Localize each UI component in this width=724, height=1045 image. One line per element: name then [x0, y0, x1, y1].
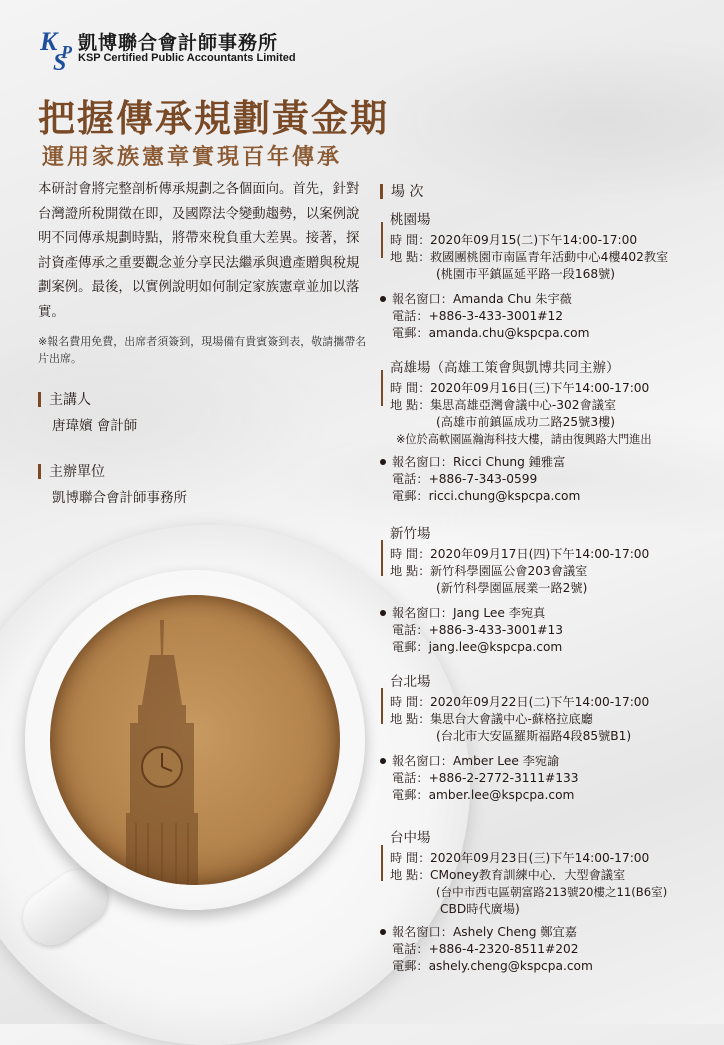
session-email[interactable]: amber.lee@kspcpa.com	[428, 788, 575, 802]
session-email[interactable]: ashely.cheng@kspcpa.com	[428, 959, 593, 973]
session-address: (台中市西屯區朝富路213號20樓之11(B6室)	[436, 885, 668, 899]
session-taoyuan: 桃園場 時 間： 2020年09月15(二)下午14:00-17:00 地 點： 救國團桃園市南區青年活動中心4樓402教室 (桃園市平鎮區延平路一段168號) 報名窗口：Amanda Chu 朱宇薇 電話：+886-3-433-3001#12 電郵：amanda.chu@kspcpa.com	[376, 208, 706, 342]
session-time: 2020年09月23日(三)下午14:00-17:00	[430, 851, 650, 865]
organizer-heading-label: 主辦單位	[49, 464, 105, 480]
session-name: 新竹場	[390, 526, 431, 542]
session-address: (高雄市前鎮區成功二路25號3樓)	[436, 415, 616, 429]
session-contact: Amber Lee 李宛諭	[452, 754, 560, 768]
section-bar-icon	[38, 392, 41, 407]
session-phone[interactable]: +886-4-2320-8511#202	[428, 942, 579, 956]
session-phone[interactable]: +886-3-433-3001#13	[428, 623, 563, 637]
page-subtitle: 運用家族憲章實現百年傳承	[42, 145, 343, 170]
session-address: (台北市大安區羅斯福路4段85號B1)	[436, 729, 632, 743]
session-phone[interactable]: +886-2-2772-3111#133	[428, 771, 579, 785]
section-bar-icon	[380, 184, 383, 199]
session-name: 台中場	[390, 830, 431, 846]
speaker-heading-label: 主講人	[49, 392, 91, 408]
session-hsinchu: 新竹場 時 間： 2020年09月17日(四)下午14:00-17:00 地 點： 新竹科學園區公會203會議室 (新竹科學園區展業一路2號) 報名窗口：Jang Lee 李宛真 電話：+886-3-433-3001#13 電郵：jang.lee@kspcpa.com	[376, 522, 706, 656]
session-email[interactable]: amanda.chu@kspcpa.com	[428, 326, 590, 340]
speaker-name: 唐瑋嬪 會計師	[52, 418, 138, 434]
big-ben-tower-illustration	[50, 595, 340, 885]
bullet-icon	[380, 758, 386, 764]
ksp-logo-icon	[40, 26, 74, 72]
session-time: 2020年09月17日(四)下午14:00-17:00	[430, 547, 650, 561]
coffee-surface-image	[50, 595, 340, 885]
session-name: 台北場	[390, 674, 431, 690]
intro-paragraph: 本研討會將完整剖析傳承規劃之各個面向。首先，針對台灣證所稅開徵在即，及國際法令變動趨勢，以案例說明不同傳承規劃時點，將帶來稅負重大差異。接著，探討資產傳承之重要觀念並分享民法繼承與遺產贈與稅規劃案例。最後，以實例說明如何制定家族憲章並加以落實。	[38, 182, 360, 320]
session-place: CMoney教育訓練中心．大型會議室	[430, 868, 626, 882]
sessions-heading	[380, 181, 423, 201]
session-contact: Amanda Chu 朱宇薇	[452, 292, 572, 306]
bullet-icon	[380, 296, 386, 302]
sessions-heading-label: 場 次	[391, 184, 424, 200]
session-time: 2020年09月15(二)下午14:00-17:00	[430, 233, 638, 247]
session-place: 新竹科學園區公會203會議室	[430, 564, 588, 578]
session-email[interactable]: ricci.chung@kspcpa.com	[428, 489, 581, 503]
session-place: 集思台大會議中心-蘇格拉底廳	[430, 712, 593, 726]
session-contact: Jang Lee 李宛真	[452, 606, 546, 620]
session-address: (新竹科學園區展業一路2號)	[436, 581, 588, 595]
session-time: 2020年09月22日(二)下午14:00-17:00	[430, 695, 650, 709]
session-phone[interactable]: +886-7-343-0599	[428, 472, 538, 486]
session-name: 高雄場（高雄工策會與凱博共同主辦）	[390, 360, 620, 376]
registration-note: ※報名費用免費，出席者須簽到，現場備有貴賓簽到表，敬請攜帶名片出席。	[38, 335, 367, 365]
session-phone[interactable]: +886-3-433-3001#12	[428, 309, 563, 323]
organizer-heading	[38, 461, 105, 481]
svg-text:K: K	[40, 27, 58, 56]
bullet-icon	[380, 610, 386, 616]
session-time: 2020年09月16日(三)下午14:00-17:00	[430, 381, 650, 395]
session-taipei: 台北場 時 間： 2020年09月22日(二)下午14:00-17:00 地 點： 集思台大會議中心-蘇格拉底廳 (台北市大安區羅斯福路4段85號B1) 報名窗口：Amber Lee 李宛諭 電話：+886-2-2772-3111#133 電郵：amber.lee@kspcpa.com	[376, 670, 706, 804]
session-place: 救國團桃園市南區青年活動中心4樓402教室	[430, 250, 669, 264]
svg-text:P: P	[61, 42, 72, 62]
session-email[interactable]: jang.lee@kspcpa.com	[428, 640, 563, 654]
logo-english-name: KSP Certified Public Accountants Limited	[78, 52, 296, 64]
page-title: 把握傳承規劃黃金期	[38, 97, 389, 140]
section-bar-icon	[38, 464, 41, 479]
bullet-icon	[380, 929, 386, 935]
svg-text:S: S	[53, 50, 67, 72]
session-taichung: 台中場 時 間： 2020年09月23日(三)下午14:00-17:00 地 點： CMoney教育訓練中心．大型會議室 (台中市西屯區朝富路213號20樓之11(B6室) CBD時代廣場) 報名窗口：Ashely Cheng 鄭宜嘉 電話：+886-4-2320-8511#202 電郵：ashely.cheng@kspcpa.com	[376, 826, 706, 975]
speaker-heading	[38, 389, 91, 409]
session-extra-note: ※位於高軟園區瀚海科技大樓，請由復興路大門進出	[396, 433, 652, 446]
session-address-cont: CBD時代廣場)	[440, 902, 520, 916]
session-contact: Ashely Cheng 鄭宜嘉	[452, 925, 577, 939]
session-kaohsiung: 高雄場（高雄工策會與凱博共同主辦） 時 間： 2020年09月16日(三)下午14:00-17:00 地 點： 集思高雄亞灣會議中心-302會議室 (高雄市前鎮區成功二路25號3樓) ※位於高軟園區瀚海科技大樓，請由復興路大門進出 報名窗口：Ricci Chung 鍾雅富 電話：+886-7-343-0599 電郵：ricci.chung@kspcpa.com	[376, 356, 706, 505]
session-place: 集思高雄亞灣會議中心-302會議室	[430, 398, 617, 412]
bullet-icon	[380, 459, 386, 465]
organizer-name: 凱博聯合會計師事務所	[52, 490, 187, 506]
session-address: (桃園市平鎮區延平路一段168號)	[436, 267, 616, 281]
session-contact: Ricci Chung 鍾雅富	[452, 455, 566, 469]
logo-chinese-name: 凱博聯合會計師事務所	[78, 32, 279, 54]
session-name: 桃園場	[390, 212, 431, 228]
